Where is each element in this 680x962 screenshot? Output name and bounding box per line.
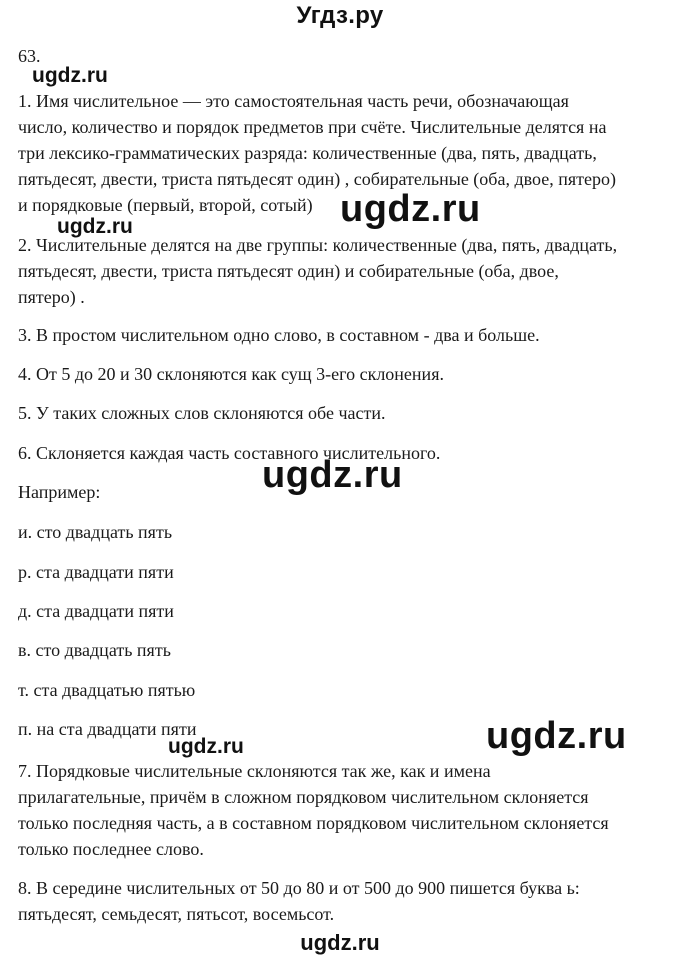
- paragraph-1-line: число, количество и порядок предметов при счёте. Числительные делятся на: [18, 117, 607, 137]
- example-label: Например:: [18, 482, 101, 502]
- case-line: т. ста двадцатью пятью: [18, 680, 196, 700]
- paragraph-7-line: только последняя часть, а в составном порядковом числительном склоняется: [18, 813, 609, 833]
- paragraph-4: 4. От 5 до 20 и 30 склоняются как сущ 3-его склонения.: [18, 364, 444, 384]
- watermark: ugdz.ru: [32, 64, 108, 87]
- watermark: ugdz.ru: [57, 215, 133, 238]
- paragraph-1-line: пятьдесят, двести, триста пятьдесят один) , собирательные (оба, двое, пятеро): [18, 169, 616, 189]
- case-line: п. на ста двадцати пяти: [18, 719, 197, 739]
- footer-watermark: ugdz.ru: [300, 930, 380, 955]
- paragraph-7-line: только последнее слово.: [18, 839, 204, 859]
- watermark: ugdz.ru: [486, 715, 627, 757]
- paragraph-8-line: пятьдесят, семьдесят, пятьсот, восемьсот.: [18, 904, 335, 924]
- case-line: р. ста двадцати пяти: [18, 562, 174, 582]
- watermark: ugdz.ru: [262, 454, 403, 496]
- watermark: ugdz.ru: [340, 188, 481, 230]
- case-line: в. сто двадцать пять: [18, 640, 171, 660]
- paragraph-7-line: 7. Порядковые числительные склоняются так же, как и имена: [18, 761, 491, 781]
- paragraph-1-line: три лексико-грамматических разряда: количественные (два, пять, двадцать,: [18, 143, 597, 163]
- paragraph-1-line: и порядковые (первый, второй, сотый): [18, 195, 313, 215]
- task-number: 63.: [18, 46, 41, 66]
- case-line: д. ста двадцати пяти: [18, 601, 174, 621]
- paragraph-7-line: прилагательные, причём в сложном порядковом числительном склоняется: [18, 787, 589, 807]
- paragraph-1-line: 1. Имя числительное — это самостоятельная часть речи, обозначающая: [18, 91, 569, 111]
- watermark: ugdz.ru: [168, 735, 244, 758]
- paragraph-2-line: пятеро) .: [18, 287, 85, 307]
- case-line: и. сто двадцать пять: [18, 522, 173, 542]
- paragraph-2-line: пятьдесят, двести, триста пятьдесят один) и собирательные (оба, двое,: [18, 261, 559, 281]
- paragraph-3: 3. В простом числительном одно слово, в составном - два и больше.: [18, 325, 540, 345]
- paragraph-8-line: 8. В середине числительных от 50 до 80 и от 500 до 900 пишется буква ь:: [18, 878, 580, 898]
- paragraph-6: 6. Склоняется каждая часть составного числительного.: [18, 443, 441, 463]
- site-title: Угдз.ру: [296, 2, 384, 29]
- paragraph-2-line: 2. Числительные делятся на две группы: количественные (два, пять, двадцать,: [18, 235, 618, 255]
- paragraph-5: 5. У таких сложных слов склоняются обе части.: [18, 403, 386, 423]
